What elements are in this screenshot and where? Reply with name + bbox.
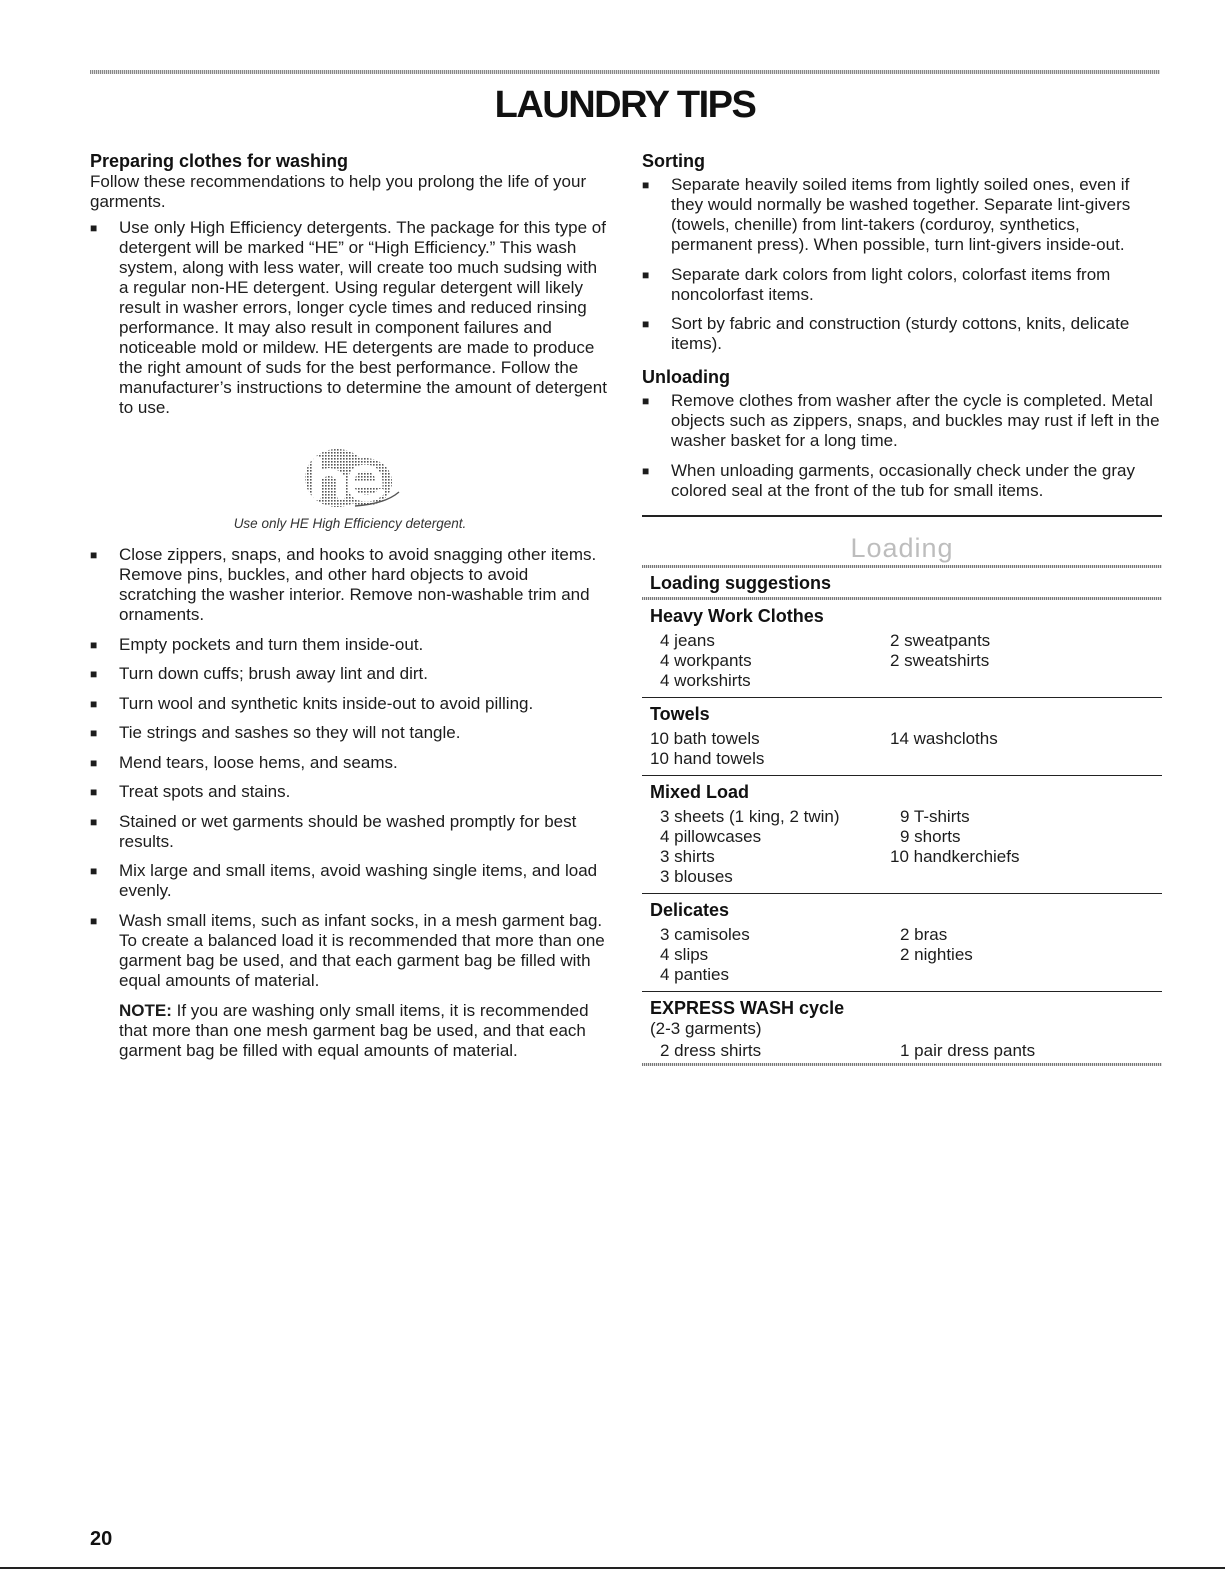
top-decorative-rule [90,70,1160,74]
load-item [890,965,1154,985]
list-item: ■ Turn down cuffs; brush away lint and dirt. [90,664,610,684]
note-text: If you are washing only small items, it is recommended that more than one mesh garment bag be used, and that each garment bag be filled with equal amounts of material. [119,1000,589,1060]
page-title: LAUNDRY TIPS [494,84,756,126]
load-item: 3 shirts [660,846,715,866]
list-item: ■ Tie strings and sashes so they will not tangle. [90,723,610,743]
list-item: ■ Sort by fabric and construction (sturdy cottons, knits, delicate items). [642,314,1162,354]
list-item: ■ Mend tears, loose hems, and seams. [90,753,610,773]
load-item: 9 T-shirts [900,806,970,826]
list-item: ■ Mix large and small items, avoid washing single items, and load evenly. [90,861,610,901]
list-item: ■ Separate dark colors from light colors, colorfast items from noncolorfast items. [642,265,1162,305]
load-item: 4 panties [660,964,729,984]
load-group-delicates [642,894,1162,992]
load-item [890,867,1154,887]
load-group-subtitle: (2-3 garments) [650,1018,762,1038]
left-column [90,150,610,1061]
load-items [650,925,1154,985]
load-item: 2 bras [900,924,948,944]
note-label: NOTE: [119,1000,172,1020]
load-group-name: EXPRESS WASH cycle [650,997,845,1018]
bottom-rule [0,1567,1225,1569]
load-group-towels [642,698,1162,776]
load-group-mixed-load [642,776,1162,894]
load-item: 2 sweatshirts [890,650,990,670]
load-items [650,729,1154,769]
unloading-list [642,391,1162,501]
list-item: ■ Stained or wet garments should be washed promptly for best results. [90,812,610,852]
load-item: 10 bath towels [650,728,760,748]
list-item: ■ Wash small items, such as infant socks, in a mesh garment bag. To create a balanced load it is recommended that more than one garment bag be used, and that each garment bag be filled with equal amounts of material. [90,911,610,991]
load-item: 10 hand towels [650,748,765,768]
preparing-first-list [90,218,610,418]
load-item: 3 blouses [660,866,733,886]
load-item [890,749,1154,769]
sorting-list [642,175,1162,354]
load-item: 3 camisoles [660,924,750,944]
load-group-name: Delicates [650,899,730,920]
load-item: 2 dress shirts [660,1040,762,1060]
loading-section-title: Loading [850,532,954,563]
load-group-express-wash [642,992,1162,1063]
load-item: 4 slips [660,944,709,964]
load-item: 2 nighties [900,944,973,964]
he-logo [90,446,610,510]
list-item: ■ Use only High Efficiency detergents. The package for this type of detergent will be marked “HE” or “High Efficiency.” This wash system, along with less water, will create too much sudsing with a regular non-HE detergent. Using regular detergent will likely result in washer errors, longer cycle times and reduced rinsing performance. It may also result in component failures and noticeable mold or mildew. HE detergents are made to produce the right amount of suds for the best performance. Follow the manufacturer’s instructions to determine the amount of detergent to use. [90,218,610,418]
load-items [650,1041,1154,1061]
load-group-name: Mixed Load [650,781,750,802]
load-item: 14 washcloths [890,728,998,748]
list-item: ■ Treat spots and stains. [90,782,610,802]
load-items [650,631,1154,691]
unloading-heading: Unloading [642,367,730,387]
load-item: 4 workshirts [660,670,751,690]
load-item [890,671,1154,691]
load-item: 4 workpants [660,650,752,670]
load-item: 4 jeans [660,630,715,650]
load-group-name: Heavy Work Clothes [650,605,824,626]
right-column [642,150,1162,1066]
load-item: 3 sheets (1 king, 2 twin) [660,806,840,826]
load-item: 9 shorts [900,826,961,846]
sorting-heading: Sorting [642,151,705,171]
load-items [650,807,1154,887]
list-item: ■ When unloading garments, occasionally check under the gray colored seal at the front of the tub for small items. [642,461,1162,501]
loading-suggestions-heading: Loading suggestions [650,572,832,593]
preparing-intro: Follow these recommendations to help you prolong the life of your garments. [90,172,587,211]
load-item: 2 sweatpants [890,630,991,650]
list-item: ■ Close zippers, snaps, and hooks to avoid snagging other items. Remove pins, buckles, and other hard objects to avoid scratching the washer interior. Remove non-washable trim and ornaments. [90,545,610,625]
he-logo-icon [295,446,405,510]
loading-section-divider [642,515,1162,517]
preparing-heading: Preparing clothes for washing [90,151,349,171]
load-item: 4 pillowcases [660,826,762,846]
dotted-rule [642,1063,1162,1066]
preparing-list [90,545,610,991]
list-item: ■ Remove clothes from washer after the cycle is completed. Metal objects such as zippers, snaps, and buckles may rust if left in the washer basket for a long time. [642,391,1162,451]
note-paragraph [90,1001,610,1061]
he-logo-caption: Use only HE High Efficiency detergent. [233,516,467,531]
page-number: 20 [90,1528,113,1550]
load-item: 10 handkerchiefs [890,846,1020,866]
list-item: ■ Turn wool and synthetic knits inside-out to avoid pilling. [90,694,610,714]
load-group-name: Towels [650,703,710,724]
list-item: ■ Separate heavily soiled items from lightly soiled ones, even if they would normally be washed together. Separate lint-givers (towels, chenille) from lint-takers (corduroy, synthetics, permanent press). When possible, turn lint-givers inside-out. [642,175,1162,255]
load-item: 1 pair dress pants [900,1040,1036,1060]
loading-suggestions-table [642,600,1162,1063]
list-item: ■ Empty pockets and turn them inside-out. [90,635,610,655]
load-group-heavy-work-clothes [642,600,1162,698]
